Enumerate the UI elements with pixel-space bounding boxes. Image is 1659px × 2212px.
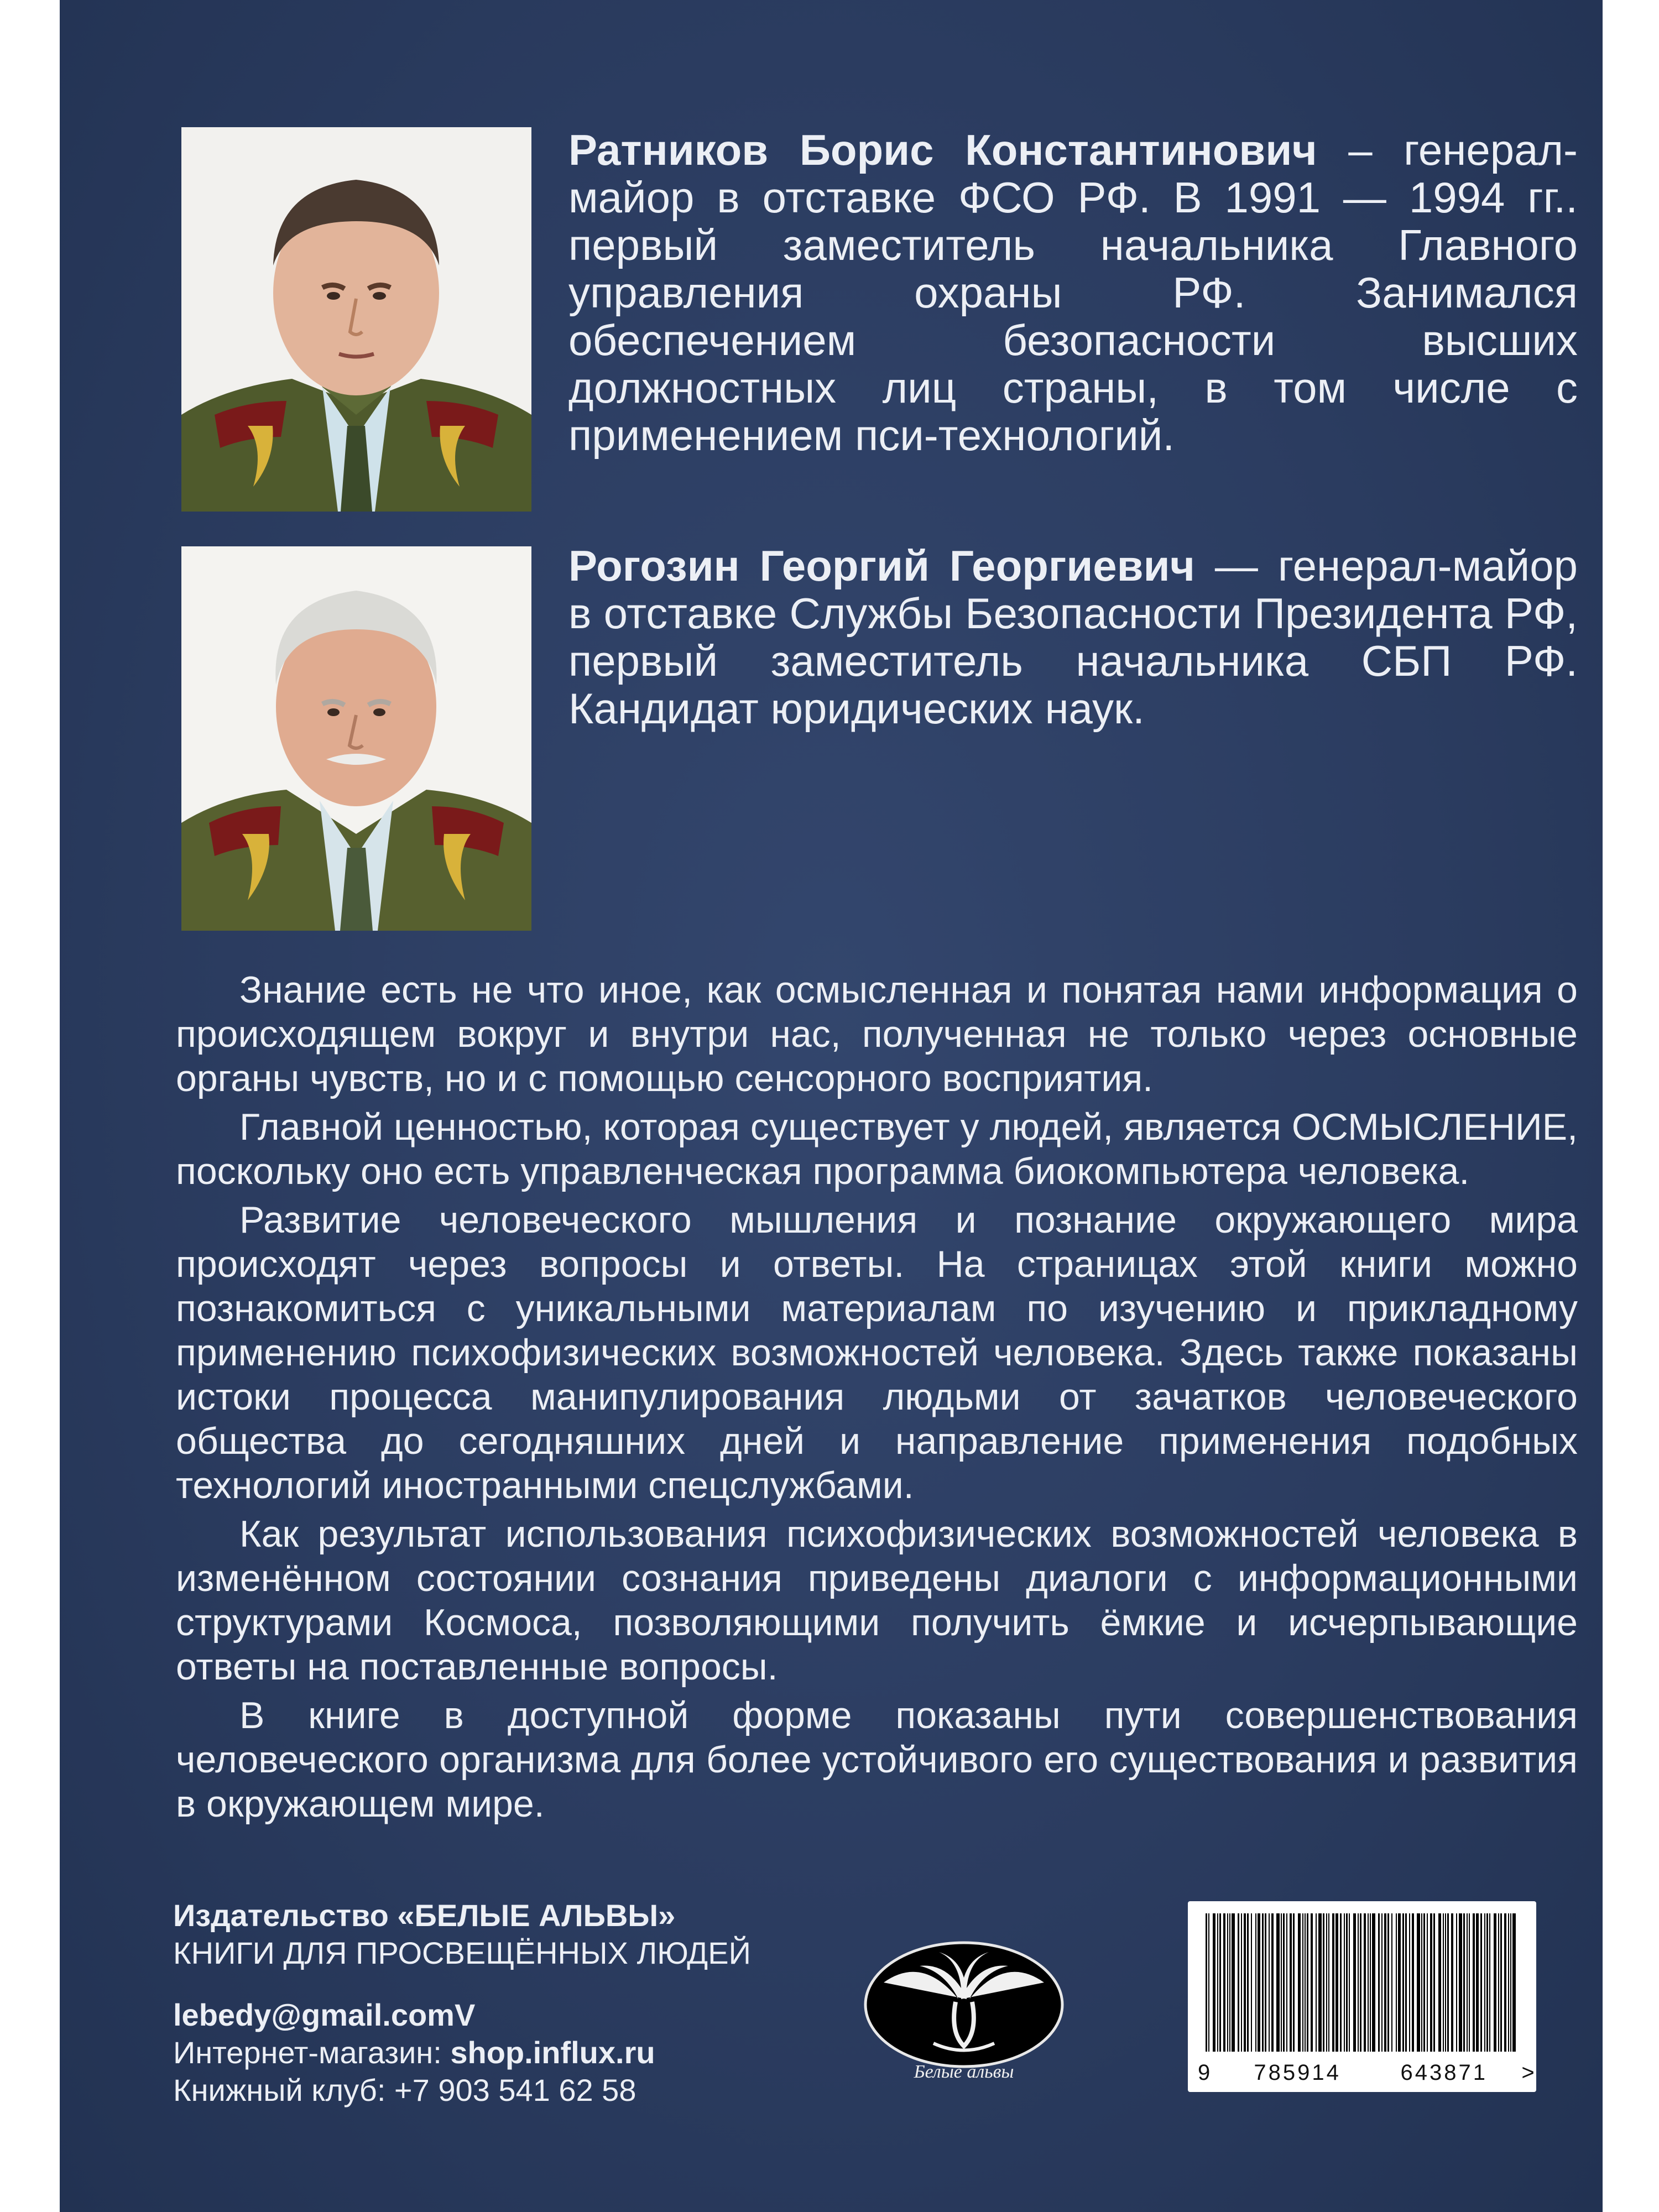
- barcode-bar: [1459, 1913, 1462, 2052]
- barcode-bar: [1484, 1913, 1485, 2052]
- barcode-bar: [1405, 1913, 1407, 2052]
- barcode-bar: [1265, 1913, 1266, 2052]
- barcode-bar: [1427, 1913, 1428, 2052]
- barcode-bar: [1451, 1913, 1453, 2052]
- description-paragraph: Главной ценностью, которая существует у людей, является ОСМЫСЛЕНИЕ, поскольку оно есть управленческая программа биокомпьютера человека.: [176, 1106, 1578, 1192]
- barcode-bar: [1318, 1913, 1322, 2052]
- barcode-bar: [1293, 1913, 1295, 2052]
- barcode-bar: [1298, 1913, 1301, 2052]
- barcode-bar: [1370, 1913, 1371, 2052]
- publisher-tagline: КНИГИ ДЛЯ ПРОСВЕЩЁННЫХ ЛЮДЕЙ: [173, 1936, 751, 1970]
- barcode-digit-group: 643871: [1400, 2060, 1488, 2085]
- barcode-bar: [1412, 1913, 1414, 2052]
- barcode-bar: [1398, 1913, 1401, 2052]
- barcode-bar: [1476, 1913, 1479, 2052]
- publisher-name: Издательство «БЕЛЫЕ АЛЬВЫ»: [173, 1898, 676, 1933]
- publisher-club: Книжный клуб: +7 903 541 62 58: [173, 2073, 637, 2107]
- author-bio-text-rogozin: — генерал-майор в отставке Службы Безопасности Президента РФ, первый заместитель начальника СБП РФ. Кандидат юридических наук.: [568, 541, 1578, 733]
- barcode-bar: [1208, 1913, 1209, 2052]
- barcode-bar: [1340, 1913, 1342, 2052]
- barcode-bar: [1283, 1913, 1285, 2052]
- description-paragraph: Развитие человеческого мышления и познание окружающего мира происходят через вопросы и ответы. На страницах этой книги можно познакомиться с уникальными материалам по изучению и прикладному применению психофизических возможностей человека. Здесь также показаны истоки процесса манипулирования людьми от зачатков человеческого общества до сегодняшних дней и направление применения подобных технологий иностранными спецслужбами.: [176, 1199, 1578, 1506]
- publisher-logo-swan-icon: [862, 1933, 1066, 2082]
- isbn-barcode: [1188, 1901, 1536, 2092]
- author-name-rogozin: Рогозин Георгий Георгиевич: [568, 541, 1195, 590]
- barcode-bar: [1247, 1913, 1249, 2052]
- barcode-bar: [1512, 1913, 1516, 2052]
- barcode-bar: [1384, 1913, 1386, 2052]
- barcode-bar: [1244, 1913, 1246, 2052]
- barcode-bar: [1508, 1913, 1509, 2052]
- barcode-bar: [1241, 1913, 1242, 2052]
- barcode-bar: [1276, 1913, 1280, 2052]
- barcode-bar: [1409, 1913, 1410, 2052]
- barcode-bar: [1358, 1913, 1359, 2052]
- barcode-bar: [1286, 1913, 1287, 2052]
- barcode-bar: [1223, 1913, 1225, 2052]
- barcode-bar: [1335, 1913, 1338, 2052]
- barcode-bar: [1360, 1913, 1361, 2052]
- barcode-bar: [1258, 1913, 1260, 2052]
- barcode-bar: [1346, 1913, 1348, 2052]
- barcode-bar: [1473, 1913, 1475, 2052]
- barcode-bar: [1378, 1913, 1380, 2052]
- shop-url: shop.influx.ru: [450, 2035, 655, 2070]
- barcode-bar: [1456, 1913, 1457, 2052]
- barcode-bar: [1206, 1913, 1207, 2052]
- barcode-bar: [1504, 1913, 1506, 2052]
- barcode-bar: [1489, 1913, 1490, 2052]
- barcode-bar: [1262, 1913, 1264, 2052]
- description-paragraph: Знание есть не что иное, как осмысленная и понятая нами информация о происходящем вокруг и внутри нас, полученная не только через основные органы чувств, но и с помощью сенсорного восприятия.: [176, 969, 1578, 1099]
- barcode-bar: [1391, 1913, 1392, 2052]
- barcode-bar: [1469, 1913, 1470, 2052]
- barcode-bar: [1349, 1913, 1350, 2052]
- barcode-bar: [1219, 1913, 1221, 2052]
- barcode-bar: [1486, 1913, 1488, 2052]
- barcode-bar: [1311, 1913, 1313, 2052]
- barcode-bar: [1498, 1913, 1499, 2052]
- description-paragraph: В книге в доступной форме показаны пути совершенствования человеческого организма для более устойчивого его существования и развития в окружающем мире.: [176, 1694, 1578, 1825]
- barcode-bar: [1271, 1913, 1274, 2052]
- barcode-bar: [1443, 1913, 1444, 2052]
- barcode-bar: [1372, 1913, 1375, 2052]
- back-cover: [60, 0, 1603, 2212]
- shop-label: Интернет-магазин:: [173, 2035, 451, 2070]
- barcode-bar: [1281, 1913, 1282, 2052]
- barcode-bar: [1433, 1913, 1435, 2052]
- barcode-bar: [1510, 1913, 1511, 2052]
- barcode-bar: [1494, 1913, 1496, 2052]
- barcode-bar: [1217, 1913, 1218, 2052]
- barcode-bar: [1387, 1913, 1389, 2052]
- barcode-bar: [1500, 1913, 1502, 2052]
- author-bio-ratnikov: [568, 126, 1578, 459]
- barcode-bar: [1368, 1913, 1369, 2052]
- barcode-bars: [1200, 1913, 1524, 2057]
- barcode-bar: [1307, 1913, 1308, 2052]
- barcode-bar: [1328, 1913, 1329, 2052]
- author-bio-text-ratnikov: – генерал-майор в отставке ФСО РФ. В 1991 — 1994 гг.. первый заместитель начальника Главного управления охраны РФ. Занимался обеспечением безопасности высших должностных лиц страны, в том числе с применением пси-технологий.: [568, 126, 1578, 460]
- author-bio-rogozin: [568, 542, 1578, 732]
- barcode-digit-group: 785914: [1254, 2060, 1341, 2085]
- book-description: [176, 968, 1578, 1830]
- barcode-bar: [1323, 1913, 1324, 2052]
- author-photo-rogozin: [181, 546, 531, 931]
- barcode-bar: [1251, 1913, 1252, 2052]
- barcode-bar: [1430, 1913, 1432, 2052]
- barcode-bar: [1421, 1913, 1422, 2052]
- barcode-bar: [1447, 1913, 1449, 2052]
- author-name-ratnikov: Ратников Борис Константинович: [568, 126, 1317, 174]
- barcode-bar: [1344, 1913, 1345, 2052]
- barcode-bar: [1326, 1913, 1327, 2052]
- barcode-bar: [1305, 1913, 1306, 2052]
- barcode-bar: [1316, 1913, 1317, 2052]
- description-paragraph: Как результат использования психофизических возможностей человека в изменённом состоянии сознания приведены диалоги с информационными структурами Космоса, позволяющими получить ёмкие и исчерпывающие ответы на поставленные вопросы.: [176, 1513, 1578, 1688]
- barcode-bar: [1445, 1913, 1446, 2052]
- barcode-digit-group: >: [1521, 2060, 1537, 2085]
- barcode-bar: [1364, 1913, 1366, 2052]
- publisher-info: [173, 1897, 809, 2109]
- barcode-bar: [1463, 1913, 1465, 2052]
- barcode-bar: [1269, 1913, 1270, 2052]
- barcode-bar: [1302, 1913, 1303, 2052]
- barcode-digits: [1198, 2060, 1537, 2085]
- barcode-bar: [1255, 1913, 1256, 2052]
- barcode-bar: [1381, 1913, 1383, 2052]
- barcode-bar: [1353, 1913, 1356, 2052]
- author-photo-ratnikov: [181, 127, 531, 512]
- barcode-digit-group: 9: [1198, 2060, 1213, 2085]
- logo-text: Белые альвы: [914, 2062, 1014, 2082]
- barcode-bar: [1213, 1913, 1215, 2052]
- barcode-bar: [1402, 1913, 1404, 2052]
- barcode-bar: [1417, 1913, 1420, 2052]
- barcode-bar: [1332, 1913, 1334, 2052]
- barcode-bar: [1227, 1913, 1228, 2052]
- publisher-shop: [173, 2034, 809, 2072]
- barcode-bar: [1229, 1913, 1230, 2052]
- barcode-bar: [1232, 1913, 1235, 2052]
- barcode-bar: [1423, 1913, 1425, 2052]
- publisher-email: lebedy@gmail.comV: [173, 1997, 476, 2032]
- barcode-bar: [1238, 1913, 1239, 2052]
- barcode-bar: [1467, 1913, 1468, 2052]
- barcode-bar: [1396, 1913, 1397, 2052]
- barcode-bar: [1438, 1913, 1441, 2052]
- barcode-bar: [1290, 1913, 1292, 2052]
- barcode-bar: [1480, 1913, 1482, 2052]
